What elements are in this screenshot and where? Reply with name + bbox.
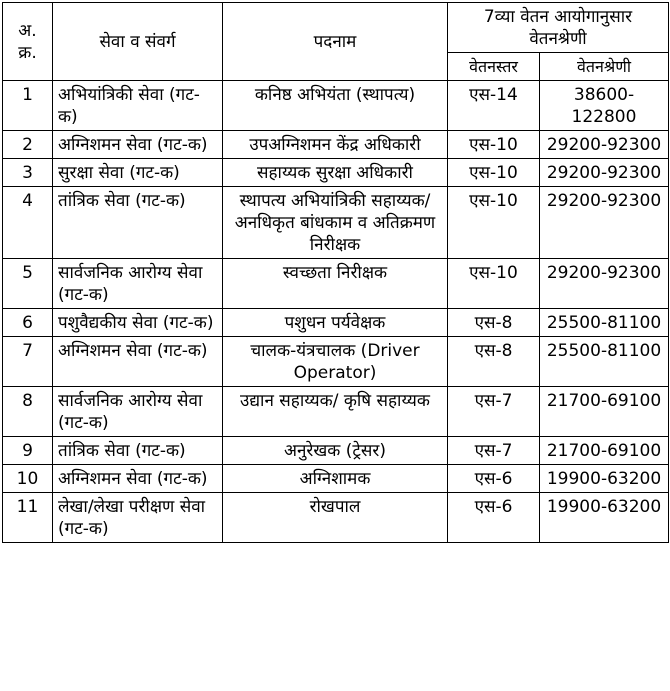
- row-level-cell: एस-6: [448, 493, 540, 543]
- row-scale-cell: 19900-63200: [540, 493, 669, 543]
- row-level-cell: एस-8: [448, 309, 540, 337]
- row-service-cell: तांत्रिक सेवा (गट-क): [53, 437, 223, 465]
- row-post-cell: कनिष्ठ अभियंता (स्थापत्य): [223, 81, 448, 131]
- table-row: [3, 309, 669, 337]
- row-sr-cell: 5: [3, 259, 53, 309]
- row-level-cell: एस-10: [448, 259, 540, 309]
- row-service-cell: अग्निशमन सेवा (गट-क): [53, 131, 223, 159]
- row-post-cell: पशुधन पर्यवेक्षक: [223, 309, 448, 337]
- row-sr-cell: 9: [3, 437, 53, 465]
- header-sr: अ. क्र.: [3, 3, 53, 81]
- row-service-cell: अभियांत्रिकी सेवा (गट-क): [53, 81, 223, 131]
- row-scale-cell: 29200-92300: [540, 259, 669, 309]
- row-scale-cell: 38600-122800: [540, 81, 669, 131]
- table-row: [3, 81, 669, 131]
- row-post-cell: उपअग्निशमन केंद्र अधिकारी: [223, 131, 448, 159]
- row-sr-cell: 3: [3, 159, 53, 187]
- row-level-cell: एस-7: [448, 387, 540, 437]
- row-sr-cell: 7: [3, 337, 53, 387]
- row-sr-cell: 2: [3, 131, 53, 159]
- table-row: [3, 493, 669, 543]
- row-scale-cell: 25500-81100: [540, 337, 669, 387]
- table-body: [3, 81, 669, 543]
- row-post-cell: चालक-यंत्रचालक (Driver Operator): [223, 337, 448, 387]
- row-level-cell: एस-10: [448, 131, 540, 159]
- row-sr-cell: 10: [3, 465, 53, 493]
- header-pay-group: 7व्या वेतन आयोगानुसार वेतनश्रेणी: [448, 3, 669, 53]
- row-level-cell: एस-8: [448, 337, 540, 387]
- row-sr-cell: 11: [3, 493, 53, 543]
- row-post-cell: स्थापत्य अभियांत्रिकी सहाय्यक/अनधिकृत बांधकाम व अतिक्रमण निरीक्षक: [223, 187, 448, 259]
- row-level-cell: एस-10: [448, 187, 540, 259]
- row-scale-cell: 21700-69100: [540, 387, 669, 437]
- header-row: [3, 3, 669, 53]
- row-sr-cell: 8: [3, 387, 53, 437]
- table-row: [3, 437, 669, 465]
- row-service-cell: अग्निशमन सेवा (गट-क): [53, 337, 223, 387]
- header-service: सेवा व संवर्ग: [53, 3, 223, 81]
- row-service-cell: अग्निशमन सेवा (गट-क): [53, 465, 223, 493]
- table-row: [3, 387, 669, 437]
- row-sr-cell: 1: [3, 81, 53, 131]
- row-post-cell: उद्यान सहाय्यक/ कृषि सहाय्यक: [223, 387, 448, 437]
- table-row: [3, 337, 669, 387]
- table-row: [3, 159, 669, 187]
- table-row: [3, 187, 669, 259]
- row-service-cell: सार्वजनिक आरोग्य सेवा (गट-क): [53, 259, 223, 309]
- row-service-cell: पशुवैद्यकीय सेवा (गट-क): [53, 309, 223, 337]
- row-level-cell: एस-10: [448, 159, 540, 187]
- row-level-cell: एस-14: [448, 81, 540, 131]
- row-service-cell: सार्वजनिक आरोग्य सेवा (गट-क): [53, 387, 223, 437]
- row-post-cell: अग्निशामक: [223, 465, 448, 493]
- table-row: [3, 131, 669, 159]
- table-row: [3, 465, 669, 493]
- row-service-cell: सुरक्षा सेवा (गट-क): [53, 159, 223, 187]
- row-level-cell: एस-7: [448, 437, 540, 465]
- row-post-cell: रोखपाल: [223, 493, 448, 543]
- header-post: पदनाम: [223, 3, 448, 81]
- row-post-cell: स्वच्छता निरीक्षक: [223, 259, 448, 309]
- header-level: वेतनस्तर: [448, 53, 540, 81]
- row-scale-cell: 25500-81100: [540, 309, 669, 337]
- header-scale: वेतनश्रेणी: [540, 53, 669, 81]
- row-scale-cell: 29200-92300: [540, 131, 669, 159]
- row-scale-cell: 19900-63200: [540, 465, 669, 493]
- row-sr-cell: 6: [3, 309, 53, 337]
- table-row: [3, 259, 669, 309]
- row-scale-cell: 21700-69100: [540, 437, 669, 465]
- pay-scale-table: [2, 2, 669, 543]
- row-level-cell: एस-6: [448, 465, 540, 493]
- row-scale-cell: 29200-92300: [540, 187, 669, 259]
- row-service-cell: लेखा/लेखा परीक्षण सेवा (गट-क): [53, 493, 223, 543]
- row-post-cell: अनुरेखक (ट्रेसर): [223, 437, 448, 465]
- row-sr-cell: 4: [3, 187, 53, 259]
- row-post-cell: सहाय्यक सुरक्षा अधिकारी: [223, 159, 448, 187]
- row-scale-cell: 29200-92300: [540, 159, 669, 187]
- row-service-cell: तांत्रिक सेवा (गट-क): [53, 187, 223, 259]
